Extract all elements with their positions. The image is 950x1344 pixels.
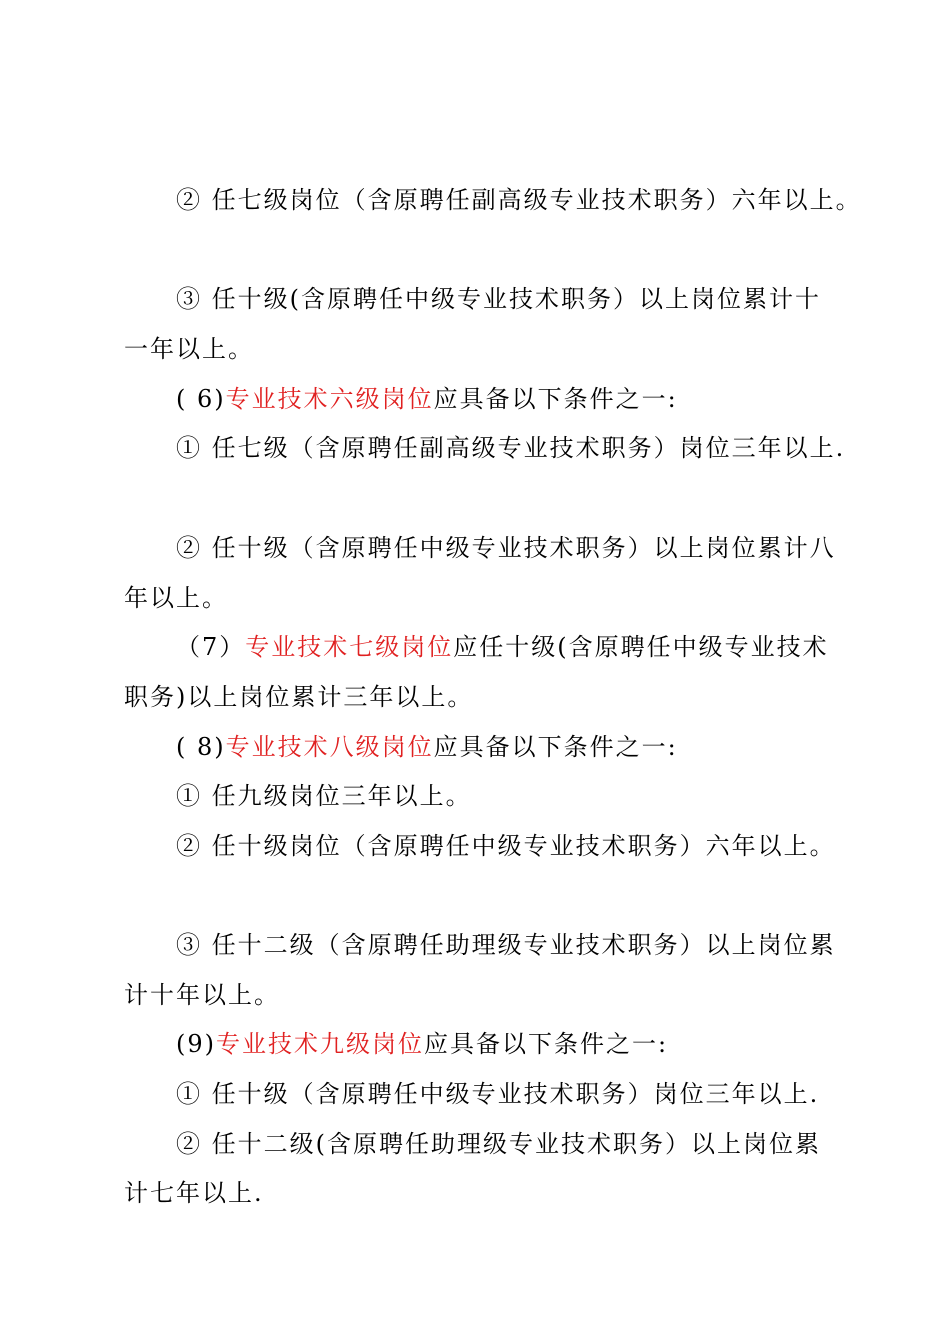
section-heading-7: （7）专业技术七级岗位应任十级(含原聘任中级专业技术 — [176, 633, 829, 661]
highlighted-term: 专业技术七级岗位 — [245, 633, 454, 661]
paragraph-line: ① 任十级（含原聘任中级专业技术职务）岗位三年以上. — [176, 1080, 820, 1108]
paragraph-line: ① 任七级（含原聘任副高级专业技术职务）岗位三年以上. — [176, 434, 846, 462]
paragraph-line: ③ 任十级(含原聘任中级专业技术职务）以上岗位累计十 — [176, 285, 821, 313]
paragraph-line: 计七年以上. — [124, 1179, 264, 1207]
paragraph-line: 年以上。 — [124, 584, 228, 612]
paragraph-line: ② 任七级岗位（含原聘任副高级专业技术职务）六年以上。 — [176, 186, 862, 214]
paragraph-line: ① 任九级岗位三年以上。 — [176, 782, 472, 810]
highlighted-term: 专业技术八级岗位 — [225, 733, 434, 761]
highlighted-term: 专业技术九级岗位 — [216, 1030, 424, 1058]
paragraph-line: ② 任十二级(含原聘任助理级专业技术职务）以上岗位累 — [176, 1130, 821, 1158]
highlighted-term: 专业技术六级岗位 — [225, 385, 434, 413]
section-heading-6: ( 6)专业技术六级岗位应具备以下条件之一: — [176, 385, 678, 413]
section-heading-8: ( 8)专业技术八级岗位应具备以下条件之一: — [176, 733, 678, 761]
paragraph-line: 职务)以上岗位累计三年以上。 — [124, 683, 474, 711]
paragraph-line: 计十年以上。 — [124, 981, 280, 1009]
section-heading-9: (9)专业技术九级岗位应具备以下条件之一: — [176, 1030, 669, 1058]
paragraph-line: 一年以上。 — [124, 335, 254, 363]
paragraph-line: ③ 任十二级（含原聘任助理级专业技术职务）以上岗位累 — [176, 931, 836, 959]
paragraph-line: ② 任十级岗位（含原聘任中级专业技术职务）六年以上。 — [176, 832, 836, 860]
paragraph-line: ② 任十级（含原聘任中级专业技术职务）以上岗位累计八 — [176, 534, 836, 562]
